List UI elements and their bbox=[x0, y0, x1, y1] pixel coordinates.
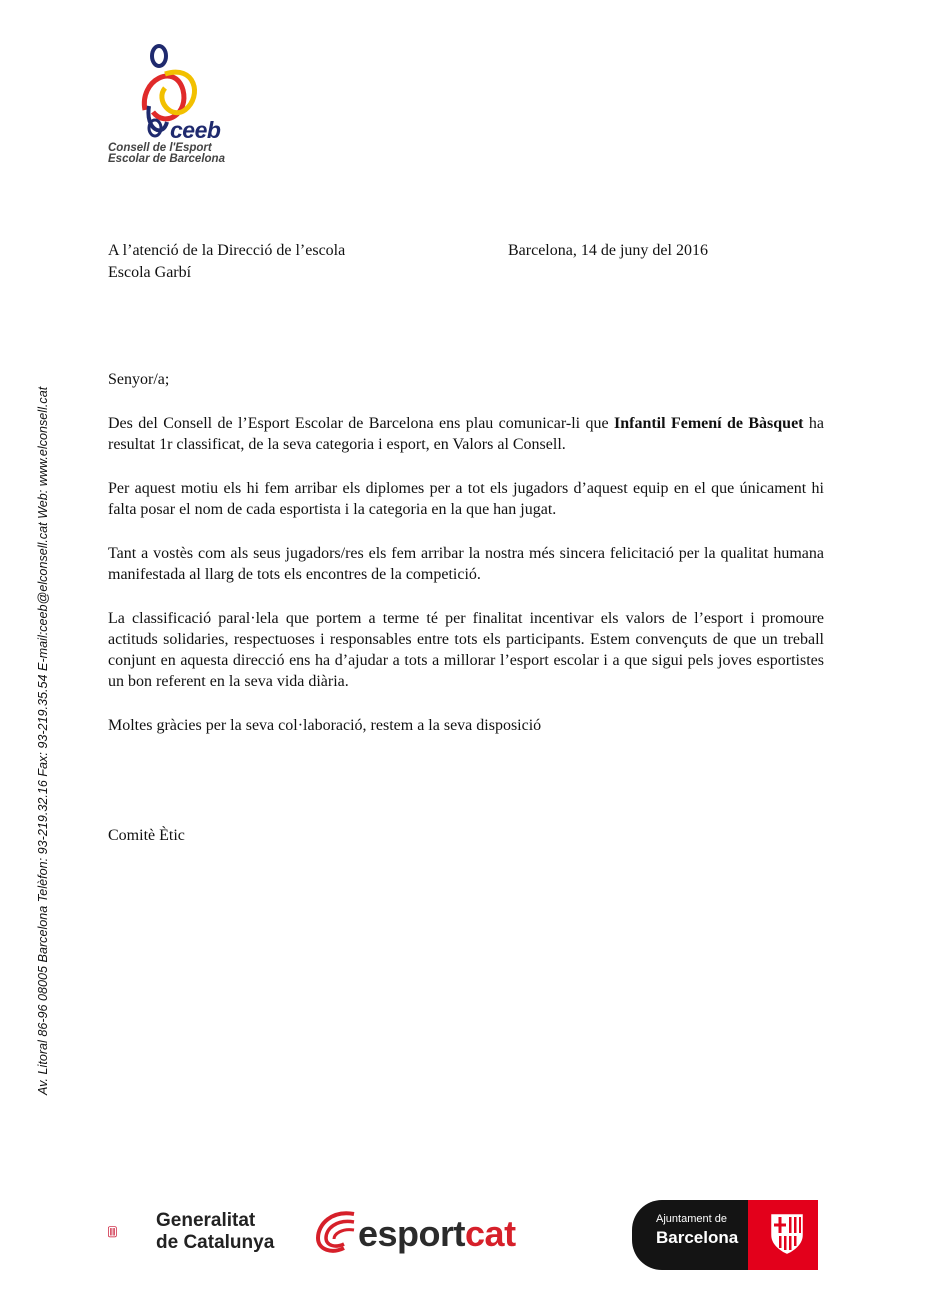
team-name: Infantil Femení de Bàsquet bbox=[613, 415, 804, 432]
paragraph-5: Moltes gràcies per la seva col·laboració, restem a la seva disposició bbox=[108, 717, 542, 734]
barcelona-shield-icon bbox=[768, 1211, 806, 1257]
ceeb-wordmark: ceeb bbox=[170, 117, 221, 143]
signature: Comitè Ètic bbox=[108, 827, 185, 844]
ajuntament-line1: Ajuntament de bbox=[656, 1213, 727, 1225]
paragraph-1 bbox=[108, 413, 824, 455]
salutation: Senyor/a; bbox=[108, 371, 170, 388]
generalitat-emblem-icon bbox=[108, 1207, 152, 1257]
paragraph-4: La classificació paral·lela que portem a terme té per finalitat incentivar els valors de l’esport i promoure actituds solidaries, respectuoses i responsables entre tots els participants. Estem convençuts de que un treball conjunt en aquesta direcció ens ha d’ajudar a tots a millorar l’esport escolar i a que sigui pels joves esportistes un bon referent en la seva vida diària. bbox=[108, 610, 824, 690]
esportcat-logo-text bbox=[358, 1213, 516, 1255]
contact-sidebar: Av. Litoral 86-96 08005 Barcelona Telèfon: 93-219.32.16 Fax: 93-219.35.54 E-mail:ceeb@elconsell.cat Web: www.elconsell.cat bbox=[36, 386, 50, 1095]
paragraph-3: Tant a vostès com als seus jugadors/res els fem arribar la nostra més sincera felicitació per la qualitat humana manifestada al llarg de tots els encontres de la competició. bbox=[108, 545, 824, 583]
org-name-line1: Consell de l'Esport bbox=[108, 142, 212, 154]
paragraph-1-start: Des del Consell de l’Esport Escolar de Barcelona ens plau comunicar-li que bbox=[108, 415, 614, 432]
generalitat-line1: Generalitat bbox=[156, 1210, 256, 1231]
letter-date: Barcelona, 14 de juny del 2016 bbox=[508, 242, 708, 259]
generalitat-line2: de Catalunya bbox=[156, 1232, 275, 1253]
esportcat-swoosh-icon bbox=[314, 1208, 358, 1256]
esportcat-part-a: esport bbox=[358, 1213, 466, 1254]
addressee bbox=[108, 240, 345, 284]
org-name bbox=[108, 143, 225, 165]
letter-body bbox=[108, 369, 824, 759]
ajuntament-line2: Barcelona bbox=[656, 1228, 739, 1247]
addressee-line2: Escola Garbí bbox=[108, 264, 192, 281]
esportcat-part-b: cat bbox=[465, 1213, 516, 1254]
generalitat-logo-text bbox=[156, 1210, 274, 1254]
addressee-line1: A l’atenció de la Direcció de l’escola bbox=[108, 242, 346, 259]
org-name-line2: Escolar de Barcelona bbox=[108, 153, 225, 165]
paragraph-1-end: ha resultat 1r classificat, de la seva categoria i esport, en Valors al Consell. bbox=[108, 415, 824, 453]
paragraph-2: Per aquest motiu els hi fem arribar els diplomes per a tot els jugadors d’aquest equip en el que únicament hi falta posar el nom de cada esportista i la categoria en la que han jugat. bbox=[108, 480, 824, 518]
ajuntament-logo bbox=[632, 1200, 818, 1270]
